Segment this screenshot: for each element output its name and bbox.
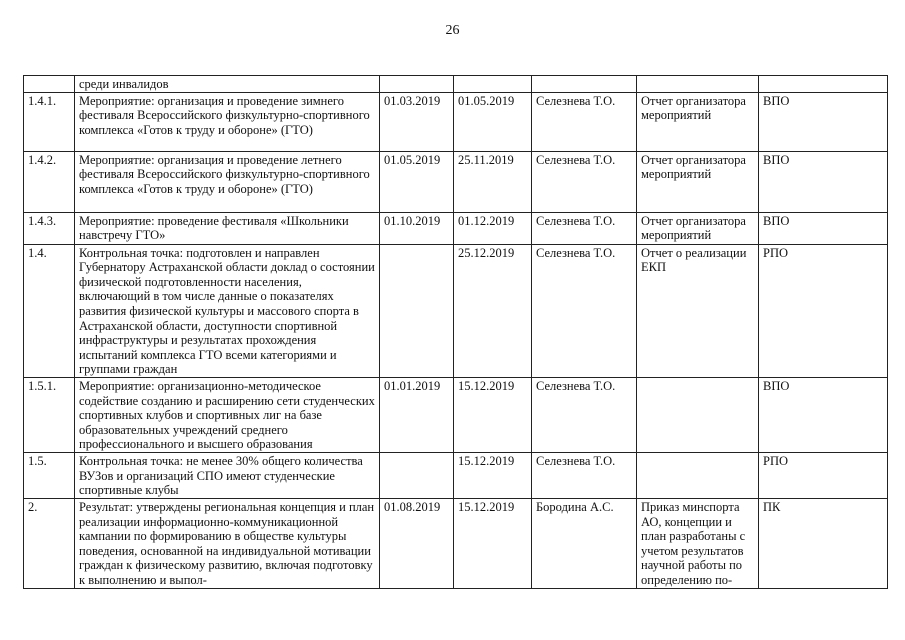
row-document: Отчет организатора мероприятий <box>637 92 759 151</box>
row-document <box>637 452 759 498</box>
row-responsible: Селезнева Т.О. <box>532 244 637 377</box>
table-row <box>24 244 888 377</box>
row-responsible: Селезнева Т.О. <box>532 452 637 498</box>
table-row <box>24 498 888 588</box>
table-row <box>24 452 888 498</box>
row-start-date: 01.10.2019 <box>380 212 454 244</box>
row-level: РПО <box>759 244 888 377</box>
row-number: 1.4. <box>24 244 75 377</box>
table-row <box>24 151 888 212</box>
row-document <box>637 76 759 93</box>
row-start-date: 01.03.2019 <box>380 92 454 151</box>
row-number: 1.4.2. <box>24 151 75 212</box>
row-number: 1.4.1. <box>24 92 75 151</box>
table-row <box>24 92 888 151</box>
row-end-date: 25.11.2019 <box>454 151 532 212</box>
row-start-date: 01.08.2019 <box>380 498 454 588</box>
row-end-date: 01.05.2019 <box>454 92 532 151</box>
table-row <box>24 76 888 93</box>
row-level: ВПО <box>759 212 888 244</box>
table-row <box>24 212 888 244</box>
row-start-date <box>380 76 454 93</box>
row-end-date: 15.12.2019 <box>454 377 532 452</box>
row-document: Отчет о реализации ЕКП <box>637 244 759 377</box>
row-description: Контрольная точка: не менее 30% общего количества ВУЗов и организаций СПО имеют студенческие спортивные клубы <box>75 452 380 498</box>
page-number: 26 <box>445 23 460 38</box>
row-number <box>24 76 75 93</box>
row-document <box>637 377 759 452</box>
row-end-date: 25.12.2019 <box>454 244 532 377</box>
row-description: среди инвалидов <box>75 76 380 93</box>
row-description: Мероприятие: организация и проведение летнего фестиваля Всероссийского физкультурно-спортивного комплекса «Готов к труду и обороне» (ГТО) <box>75 151 380 212</box>
row-responsible: Селезнева Т.О. <box>532 92 637 151</box>
row-responsible: Бородина А.С. <box>532 498 637 588</box>
row-start-date: 01.05.2019 <box>380 151 454 212</box>
row-responsible: Селезнева Т.О. <box>532 151 637 212</box>
row-document: Приказ минспорта АО, концепции и план разработаны с учетом результатов научной работы по определению по- <box>637 498 759 588</box>
row-document: Отчет организатора мероприятий <box>637 212 759 244</box>
row-end-date: 15.12.2019 <box>454 498 532 588</box>
table-row <box>24 377 888 452</box>
row-end-date: 15.12.2019 <box>454 452 532 498</box>
row-number: 1.4.3. <box>24 212 75 244</box>
row-level: ВПО <box>759 377 888 452</box>
row-description: Мероприятие: проведение фестиваля «Школьники навстречу ГТО» <box>75 212 380 244</box>
row-level: ПК <box>759 498 888 588</box>
row-responsible <box>532 76 637 93</box>
row-end-date: 01.12.2019 <box>454 212 532 244</box>
row-responsible: Селезнева Т.О. <box>532 377 637 452</box>
row-end-date <box>454 76 532 93</box>
row-responsible: Селезнева Т.О. <box>532 212 637 244</box>
row-description: Результат: утверждены региональная концепция и план реализации информационно-коммуникационной кампании по формированию в обществе культуры поведения, основанной на индивидуальной мотивации граждан к физическому развитию, включая подготовку к выполнению и выпол- <box>75 498 380 588</box>
plan-table <box>23 75 888 589</box>
row-level: ВПО <box>759 151 888 212</box>
row-number: 2. <box>24 498 75 588</box>
row-description: Мероприятие: организация и проведение зимнего фестиваля Всероссийского физкультурно-спортивного комплекса «Готов к труду и обороне» (ГТО) <box>75 92 380 151</box>
row-number: 1.5.1. <box>24 377 75 452</box>
row-start-date <box>380 244 454 377</box>
row-description: Контрольная точка: подготовлен и направлен Губернатору Астраханской области доклад о состоянии физической подготовленности населения, включающий в том числе данные о показателях развития физической культуры и массового спорта в Астраханской области, доступности спортивной инфраструктуры и результатах прохождения испытаний комплекса ГТО всеми категориями и группами граждан <box>75 244 380 377</box>
row-level: РПО <box>759 452 888 498</box>
row-level: ВПО <box>759 92 888 151</box>
row-document: Отчет организатора мероприятий <box>637 151 759 212</box>
row-start-date: 01.01.2019 <box>380 377 454 452</box>
row-start-date <box>380 452 454 498</box>
row-number: 1.5. <box>24 452 75 498</box>
row-level <box>759 76 888 93</box>
row-description: Мероприятие: организационно-методическое содействие созданию и расширению сети студенческих спортивных клубов и спортивных лиг на базе образовательных учреждений среднего профессионального и высшего образования <box>75 377 380 452</box>
